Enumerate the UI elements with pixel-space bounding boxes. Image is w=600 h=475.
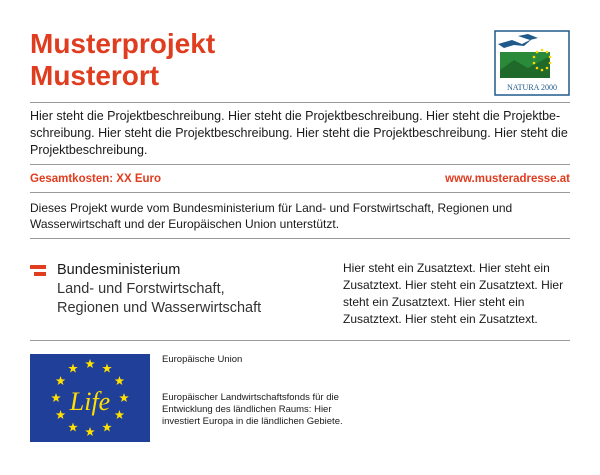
natura-logo-text: NATURA 2000 <box>506 83 558 92</box>
website-link[interactable]: www.musteradresse.at <box>445 173 570 185</box>
funding-statement: Dieses Projekt wurde vom Bundesministerium für Land- und Forstwirtschaft, Regionen und Wasserwirtschaft und der Europäischen Union unterstützt. <box>30 201 513 231</box>
additional-text: Hier steht ein Zusatztext. Hier steht ein Zusatztext. Hier steht ein Zusatztext. Hier steht ein Zusatztext. Hier steht ein Zusatztext. Hier steht ein Zusatztext. <box>343 261 564 326</box>
natura-2000-logo <box>494 30 570 96</box>
project-title <box>30 28 215 92</box>
ministry-name: Bundesministerium <box>57 262 181 278</box>
ministry-name-line2: Land- und Forstwirtschaft, <box>57 281 225 297</box>
life-logo-text: Life <box>69 387 111 416</box>
divider <box>30 340 570 341</box>
total-cost: Gesamtkosten: XX Euro <box>30 173 162 185</box>
project-title-line2: Musterort <box>30 60 160 91</box>
project-description: Hier steht die Projektbeschreibung. Hier steht die Projektbeschreibung. Hier steht die Projektbe-schreibung. Hier steht die Projektbeschreibung. Hier steht die Projektbeschreibung. Hier steht die Projektbeschreibung. <box>30 109 568 157</box>
austria-flag-icon <box>30 265 46 269</box>
eu-fund-text: Europäischer Landwirtschaftsfonds für die Entwicklung des ländlichen Raums: Hier investiert Europa in die ländlichen Gebiete. <box>162 392 343 427</box>
ministry-logo <box>30 262 320 322</box>
eu-life-logo <box>30 354 150 442</box>
divider <box>30 192 570 193</box>
austria-flag-icon <box>34 272 46 276</box>
eu-title: Europäische Union <box>162 354 243 365</box>
divider <box>30 102 570 103</box>
ministry-name-line3: Regionen und Wasserwirtschaft <box>57 300 262 316</box>
divider <box>30 164 570 165</box>
divider <box>30 238 570 239</box>
project-title-line1: Musterprojekt <box>30 28 216 59</box>
